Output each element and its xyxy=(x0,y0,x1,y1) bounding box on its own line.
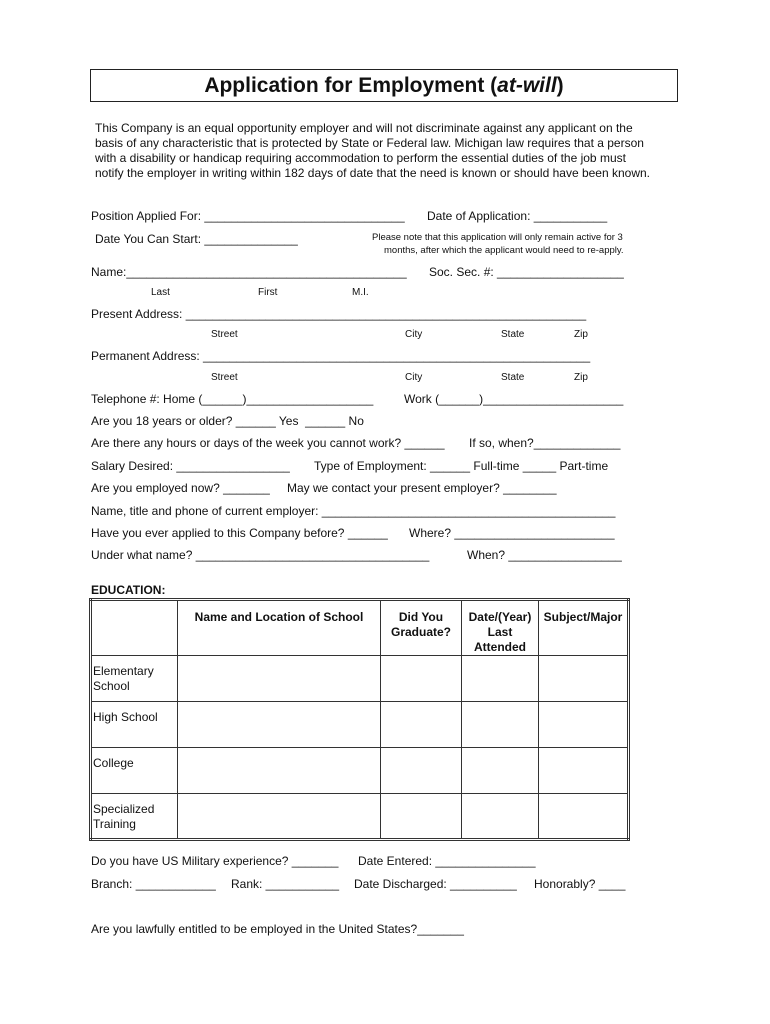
cell-date[interactable] xyxy=(462,794,539,840)
cell-subject[interactable] xyxy=(539,748,629,794)
perm-street-label: Street xyxy=(211,372,238,383)
name-mi-label: M.I. xyxy=(352,287,369,298)
contact-employer-field[interactable]: May we contact your present employer? ________ xyxy=(287,481,557,495)
name-field[interactable]: Name:__________________________________________ xyxy=(91,265,407,279)
header-school-name: Name and Location of School xyxy=(178,600,381,656)
under-name-field[interactable]: Under what name? ___________________________________ xyxy=(91,548,430,562)
intro-line: basis of any characteristic that is protected by State or Federal law. Michigan law requires that a person xyxy=(95,136,644,150)
hours-when-field[interactable]: If so, when?_____________ xyxy=(469,436,621,450)
employment-type-field[interactable]: Type of Employment: ______ Full-time _____ Part-time xyxy=(314,459,609,473)
present-street-label: Street xyxy=(211,329,238,340)
education-heading: EDUCATION: xyxy=(91,583,166,597)
cell-graduated[interactable] xyxy=(381,794,462,840)
table-row xyxy=(91,794,629,840)
perm-city-label: City xyxy=(405,372,423,383)
ssn-field[interactable]: Soc. Sec. #: ___________________ xyxy=(429,265,624,279)
perm-zip-label: Zip xyxy=(574,372,588,383)
present-address-field[interactable]: Present Address: ____________________________________________________________ xyxy=(91,307,587,321)
intro-paragraph xyxy=(95,121,685,181)
cell-school[interactable] xyxy=(178,794,381,840)
perm-state-label: State xyxy=(501,372,525,383)
applied-before-field[interactable]: Have you ever applied to this Company before? ______ xyxy=(91,526,388,540)
note-line-1: Please note that this application will only remain active for 3 xyxy=(372,232,623,243)
telephone-work-field[interactable]: Work (______)_____________________ xyxy=(404,392,624,406)
salary-field[interactable]: Salary Desired: _________________ xyxy=(91,459,290,473)
date-of-application-field[interactable]: Date of Application: ___________ xyxy=(427,209,608,223)
page-title xyxy=(90,69,678,102)
table-row xyxy=(91,748,629,794)
position-applied-field[interactable]: Position Applied For: ______________________________ xyxy=(91,209,405,223)
intro-line: notify the employer in writing within 182 days of date that the need is known or should have been known. xyxy=(95,166,651,180)
cell-subject[interactable] xyxy=(539,656,629,702)
cell-graduated[interactable] xyxy=(381,702,462,748)
cell-subject[interactable] xyxy=(539,794,629,840)
row-label-elementary: Elementary School xyxy=(91,656,178,702)
permanent-address-field[interactable]: Permanent Address: __________________________________________________________ xyxy=(91,349,591,363)
header-subject-major: Subject/Major xyxy=(539,600,629,656)
name-first-label: First xyxy=(258,287,278,298)
current-employer-field[interactable]: Name, title and phone of current employer: ____________________________________________ xyxy=(91,504,616,518)
title-close: ) xyxy=(556,74,564,97)
intro-line: with a disability or handicap requiring accommodation to perform the essential duties of the job must xyxy=(95,151,626,165)
cell-graduated[interactable] xyxy=(381,656,462,702)
row-label-specialized: Specialized Training xyxy=(91,794,178,840)
present-zip-label: Zip xyxy=(574,329,588,340)
telephone-home-field[interactable]: Telephone #: Home (______)___________________ xyxy=(91,392,374,406)
cell-graduated[interactable] xyxy=(381,748,462,794)
title-italic: at-will xyxy=(497,74,557,97)
start-date-field[interactable]: Date You Can Start: ______________ xyxy=(95,232,298,246)
branch-field[interactable]: Branch: ____________ xyxy=(91,877,216,891)
age-question[interactable]: Are you 18 years or older? ______ Yes ______ No xyxy=(91,414,364,428)
employed-now-field[interactable]: Are you employed now? _______ xyxy=(91,481,270,495)
education-header-row xyxy=(91,600,629,656)
table-row xyxy=(91,656,629,702)
table-row xyxy=(91,702,629,748)
cell-date[interactable] xyxy=(462,656,539,702)
rank-field[interactable]: Rank: ___________ xyxy=(231,877,340,891)
date-entered-field[interactable]: Date Entered: _______________ xyxy=(358,854,536,868)
name-last-label: Last xyxy=(151,287,170,298)
lawful-employment-field[interactable]: Are you lawfully entitled to be employed in the United States?_______ xyxy=(91,922,464,936)
cell-date[interactable] xyxy=(462,748,539,794)
education-table xyxy=(89,598,630,841)
intro-line: This Company is an equal opportunity employer and will not discriminate against any applicant on the xyxy=(95,121,633,135)
military-experience-field[interactable]: Do you have US Military experience? _______ xyxy=(91,854,339,868)
row-label-high-school: High School xyxy=(91,702,178,748)
when-field[interactable]: When? _________________ xyxy=(467,548,622,562)
cell-school[interactable] xyxy=(178,748,381,794)
cell-subject[interactable] xyxy=(539,702,629,748)
header-date-attended: Date/(Year) Last Attended xyxy=(462,600,539,656)
where-field[interactable]: Where? ________________________ xyxy=(409,526,615,540)
education-corner-cell xyxy=(91,600,178,656)
hours-question[interactable]: Are there any hours or days of the week you cannot work? ______ xyxy=(91,436,445,450)
honorably-field[interactable]: Honorably? ____ xyxy=(534,877,626,891)
cell-school[interactable] xyxy=(178,702,381,748)
date-discharged-field[interactable]: Date Discharged: __________ xyxy=(354,877,517,891)
cell-school[interactable] xyxy=(178,656,381,702)
cell-date[interactable] xyxy=(462,702,539,748)
row-label-college: College xyxy=(91,748,178,794)
title-text: Application for Employment ( xyxy=(204,74,498,97)
header-graduated: Did You Graduate? xyxy=(381,600,462,656)
note-line-2: months, after which the applicant would need to re-apply. xyxy=(384,245,624,256)
present-state-label: State xyxy=(501,329,525,340)
present-city-label: City xyxy=(405,329,423,340)
